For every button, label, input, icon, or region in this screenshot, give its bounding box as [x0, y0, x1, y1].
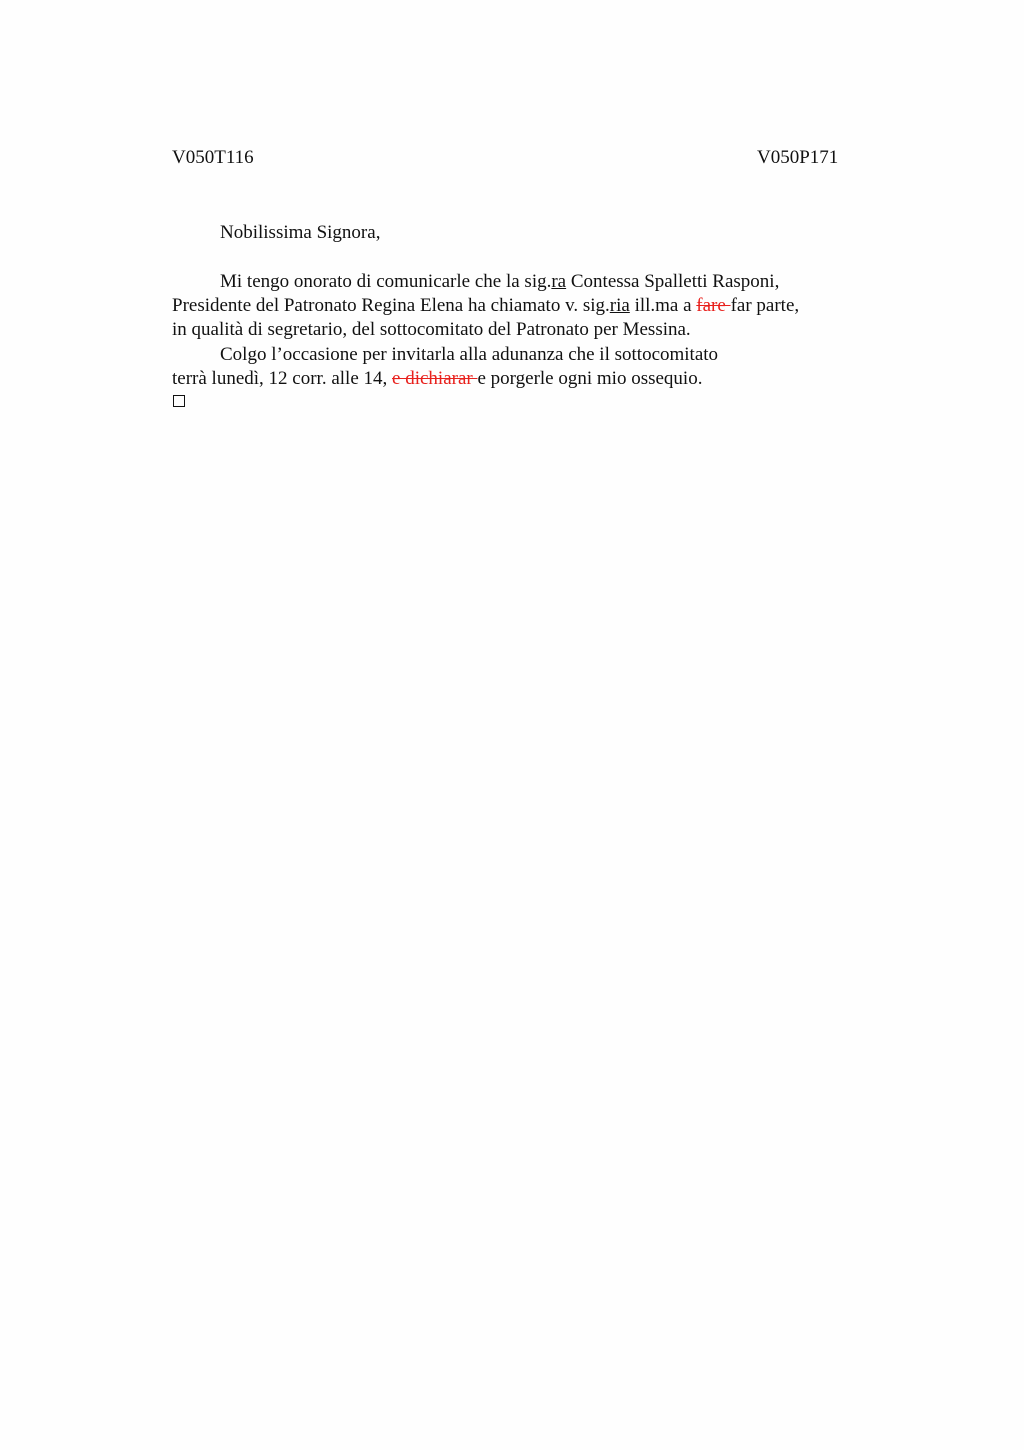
paragraph-2-line-1: Colgo l’occasione per invitarla alla adunanza che il sottocomitato [220, 344, 719, 365]
text-run: Contessa Spalletti Rasponi, [566, 271, 780, 292]
salutation: Nobilissima Signora, [220, 222, 381, 243]
text-run: ill.ma a [629, 295, 697, 316]
end-marker-square-icon [173, 395, 185, 407]
underlined-abbreviation: ria [609, 295, 630, 316]
text-run: terrà lunedì, 12 corr. alle 14, [172, 368, 393, 389]
underlined-abbreviation: ra [551, 271, 567, 292]
reference-code-right: V050P171 [757, 147, 839, 168]
text-run: Mi tengo onorato di comunicarle che la sig. [220, 271, 552, 292]
paragraph-1-line-2 [172, 294, 799, 318]
text-run: e porgerle ogni mio ossequio. [477, 368, 703, 389]
paragraph-2-line-2 [172, 367, 702, 391]
text-run: far parte, [730, 295, 800, 316]
deleted-text: fare [696, 295, 731, 316]
paragraph-1-line-3: in qualità di segretario, del sottocomitato del Patronato per Messina. [172, 319, 691, 340]
deleted-text: e dichiarar [392, 368, 478, 389]
text-run: Presidente del Patronato Regina Elena ha chiamato v. sig. [172, 295, 610, 316]
paragraph-1-line-1 [220, 270, 779, 294]
reference-code-left: V050T116 [172, 147, 254, 168]
